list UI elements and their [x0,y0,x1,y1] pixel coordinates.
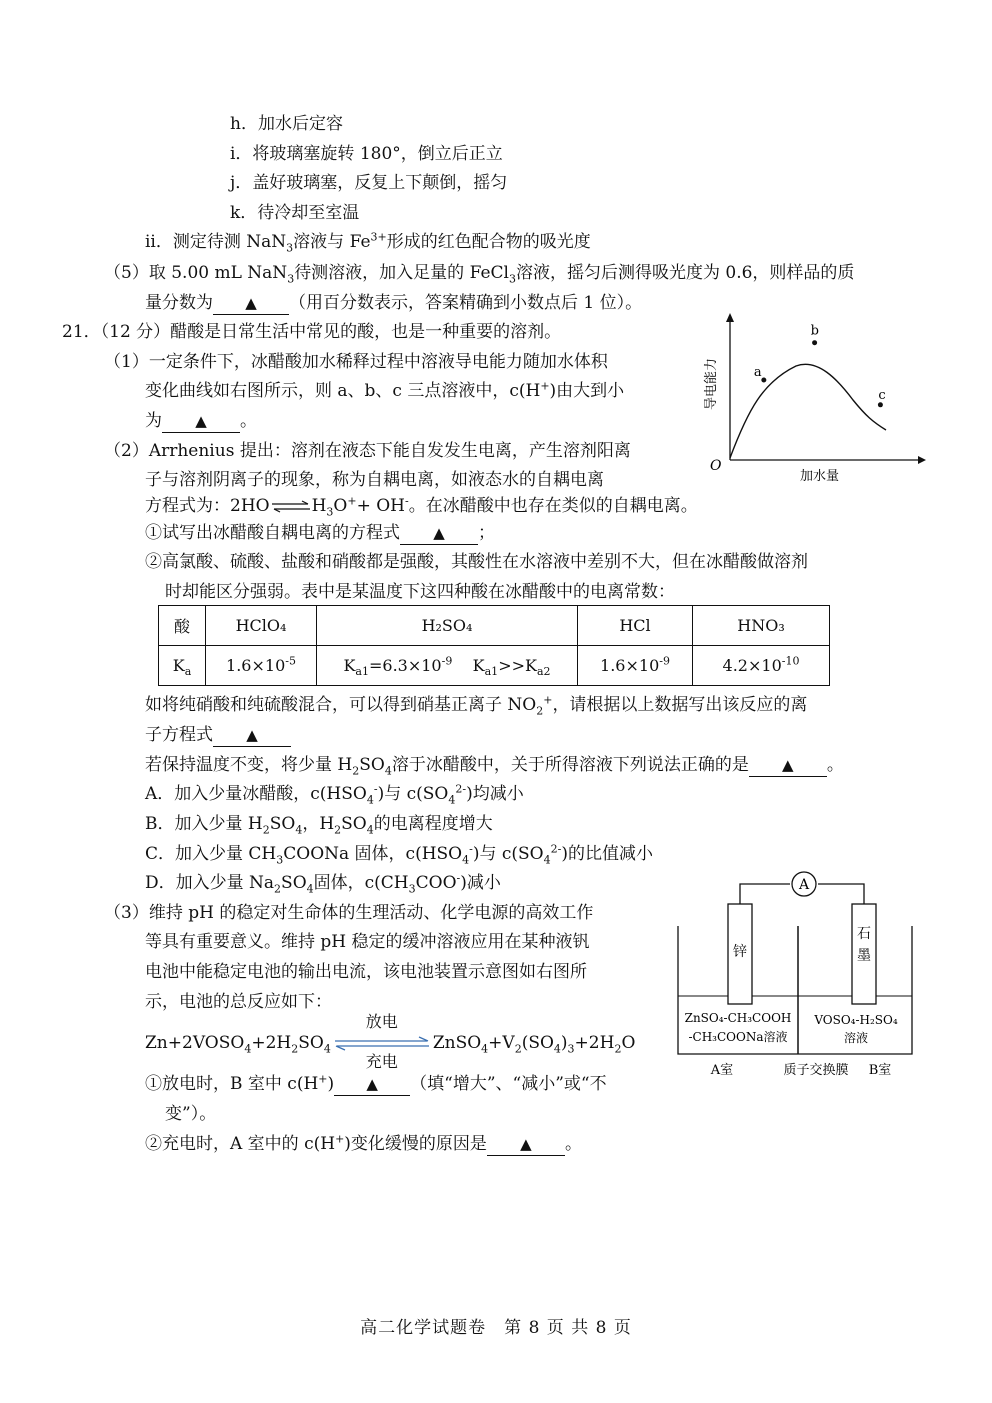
table-cell: $1.6\times 10^{-5}$ [206,646,317,686]
table-header: 酸 [159,606,206,646]
q21-2-line2: 子与溶剂阴离子的现象，称为自耦电离，如液态水的自耦电离 [145,470,604,490]
table-header: H₂SO₄ [317,606,578,646]
answer-blank[interactable]: ▲ [487,1133,565,1156]
question-21-title: 21．（12 分）醋酸是日常生活中常见的酸，也是一种重要的溶剂。 [62,322,562,342]
answer-blank[interactable]: ▲ [213,724,291,747]
graph-point-label-a: a [753,364,762,380]
x-axis-arrow [918,456,926,464]
discharge-label: 放电 [365,1011,398,1031]
y-axis-arrow [726,313,734,322]
ka-table [158,605,830,686]
q21-3-sub1-line1: ①放电时，B 室中 c(H+) ▲ （填“增大”、“减小”或“不 [145,1072,607,1094]
q21-1-line1: （1）一定条件下，冰醋酸加水稀释过程中溶液导电能力随加水体积 [104,352,608,372]
question-5-line1: （5）取 5.00 mL NaN$_3$待测溶液，加入足量的 FeCl$_3$溶液，摇匀后测得吸光度为 0.6，则样品的质 [104,263,855,286]
left-solution-label: ZnSO₄-CH₃COOH [684,1011,792,1025]
q21-3-line1: （3）维持 pH 的稳定对生命体的生理活动、化学电源的高效工作 [104,903,594,923]
answer-blank[interactable]: ▲ [400,522,478,545]
wire-right [818,884,864,904]
option-d[interactable]: D．加入少量 $Na_2SO_4$固体，$c(CH_3COO^-)$减小 [145,871,501,896]
option-b[interactable]: B．加入少量 $H_2SO_4$，$H_2SO_4$的电离程度增大 [145,814,493,837]
membrane-label: 质子交换膜 [783,1063,849,1078]
left-solution-label-2: -CH₃COONa溶液 [688,1030,788,1044]
question-5-line2: 量分数为 ▲ （用百分数表示，答案精确到小数点后 1 位）。 [145,293,643,313]
q21-2-sub2-line2: 时却能区分强弱。表中是某温度下这四种酸在冰醋酸中的电离常数： [165,582,675,602]
q21-2-p1-line2: 子方程式 ▲ [145,724,291,747]
q21-1-line3: 为 ▲ 。 [145,411,257,431]
page-footer: 高二化学试题卷 第 8 页 共 8 页 [360,1318,632,1338]
table-row [159,646,830,686]
table-cell: $K_{a1}=6.3\times 10^{-9}$ $K_{a1}>>K_{a2}$ [317,646,578,686]
conductivity-graph [704,310,928,490]
q21-1-line2: 变化曲线如右图所示，则 a、b、c 三点溶液中，c(H+)由大到小 [145,379,625,401]
q21-3-line4: 示，电池的总反应如下： [145,992,332,1012]
x-axis-label: 加水量 [800,469,840,484]
graph-point-b [812,340,817,345]
charge-label: 充电 [365,1051,398,1071]
option-c[interactable]: C．加入少量 $CH_3COONa$ 固体，$c(HSO_4^-)$与 $c(SO_4^{2-})$的比值减小 [145,842,653,867]
wire-left [740,884,790,904]
table-row [159,606,830,646]
q21-3-line3: 电池中能稳定电池的输出电流，该电池装置示意图如右图所 [145,962,587,982]
battery-reaction: $Zn+2VOSO_4+2H_2SO_4$ 放电 充电 $ZnSO_4+V_2(SO_4)_3+2H_2O$ [145,1011,636,1071]
ammeter-label: A [798,877,810,893]
graph-point-a [761,377,766,382]
table-header: HClO₄ [206,606,317,646]
q21-3-sub2: ②充电时，A 室中的 c(H+)变化缓慢的原因是 ▲ 。 [145,1132,582,1154]
y-axis-label: 导电能力 [704,357,719,410]
right-solution-label: VOSO₄-H₂SO₄ [814,1013,898,1027]
graph-point-label-c: c [878,387,886,403]
step-j: j．盖好玻璃塞，反复上下颠倒，摇匀 [230,173,508,193]
q21-2-line3: 方程式为：2HO $H_3O^++ OH^-$。在冰醋酸中也存在类似的自耦电离。 [145,494,698,519]
answer-blank[interactable]: ▲ [162,410,240,433]
q21-2-line1: （2）Arrhenius 提出：溶剂在液态下能自发发生电离，产生溶剂阳离 [104,441,631,461]
answer-blank[interactable]: ▲ [213,292,289,315]
option-a[interactable]: A．加入少量冰醋酸，$c(HSO_4^-)$与 $c(SO_4^{2-})$均减小 [145,782,524,807]
graphite-label-2: 墨 [857,948,871,964]
step-ii: ii．测定待测 NaN$_3$溶液与 $Fe^{3+}$形成的红色配合物的吸光度 [145,230,591,255]
q21-3-sub1-line2: 变”）。 [165,1104,217,1124]
q21-2-sub2-line1: ②高氯酸、硫酸、盐酸和硝酸都是强酸，其酸性在水溶液中差别不大，但在冰醋酸做溶剂 [145,552,808,572]
q21-2-p1-line1: 如将纯硝酸和纯硫酸混合，可以得到硝基正离子 $NO_2^+$，请根据以上数据写出该反应的离 [145,693,808,718]
step-i: i．将玻璃塞旋转 180°，倒立后正立 [230,144,503,164]
origin-label: O [710,458,722,474]
chamber-b-label: B室 [868,1063,892,1078]
q21-2-sub1: ①试写出冰醋酸自耦电离的方程式 ▲ ； [145,523,495,543]
graph-point-label-b: b [810,323,819,339]
battery-cell-diagram [672,866,932,1086]
step-k: k．待冷却至室温 [230,203,360,223]
q21-3-line2: 等具有重要意义。维持 pH 稳定的缓冲溶液应用在某种液钒 [145,932,590,952]
q21-2-p2: 若保持温度不变，将少量 $H_2SO_4$溶于冰醋酸中，关于所得溶液下列说法正确的是 ▲ 。 [145,755,844,778]
reversible-arrow [333,1011,431,1071]
zinc-label: 锌 [733,944,747,960]
right-solution-label-2: 溶液 [843,1031,869,1045]
reversible-arrow-icon [333,1037,431,1051]
graph-point-c [878,402,883,407]
table-cell: $4.2\times 10^{-10}$ [693,646,830,686]
graphite-label-1: 石 [857,926,871,942]
table-header: HCl [578,606,693,646]
table-header: HNO₃ [693,606,830,646]
table-cell: $K_a$ [159,646,206,686]
equilibrium-arrow [270,500,312,514]
answer-blank[interactable]: ▲ [749,754,827,777]
answer-blank[interactable]: ▲ [334,1073,410,1096]
chamber-a-label: A室 [710,1063,734,1078]
table-cell: $1.6\times 10^{-9}$ [578,646,693,686]
step-h: h．加水后定容 [230,114,343,134]
